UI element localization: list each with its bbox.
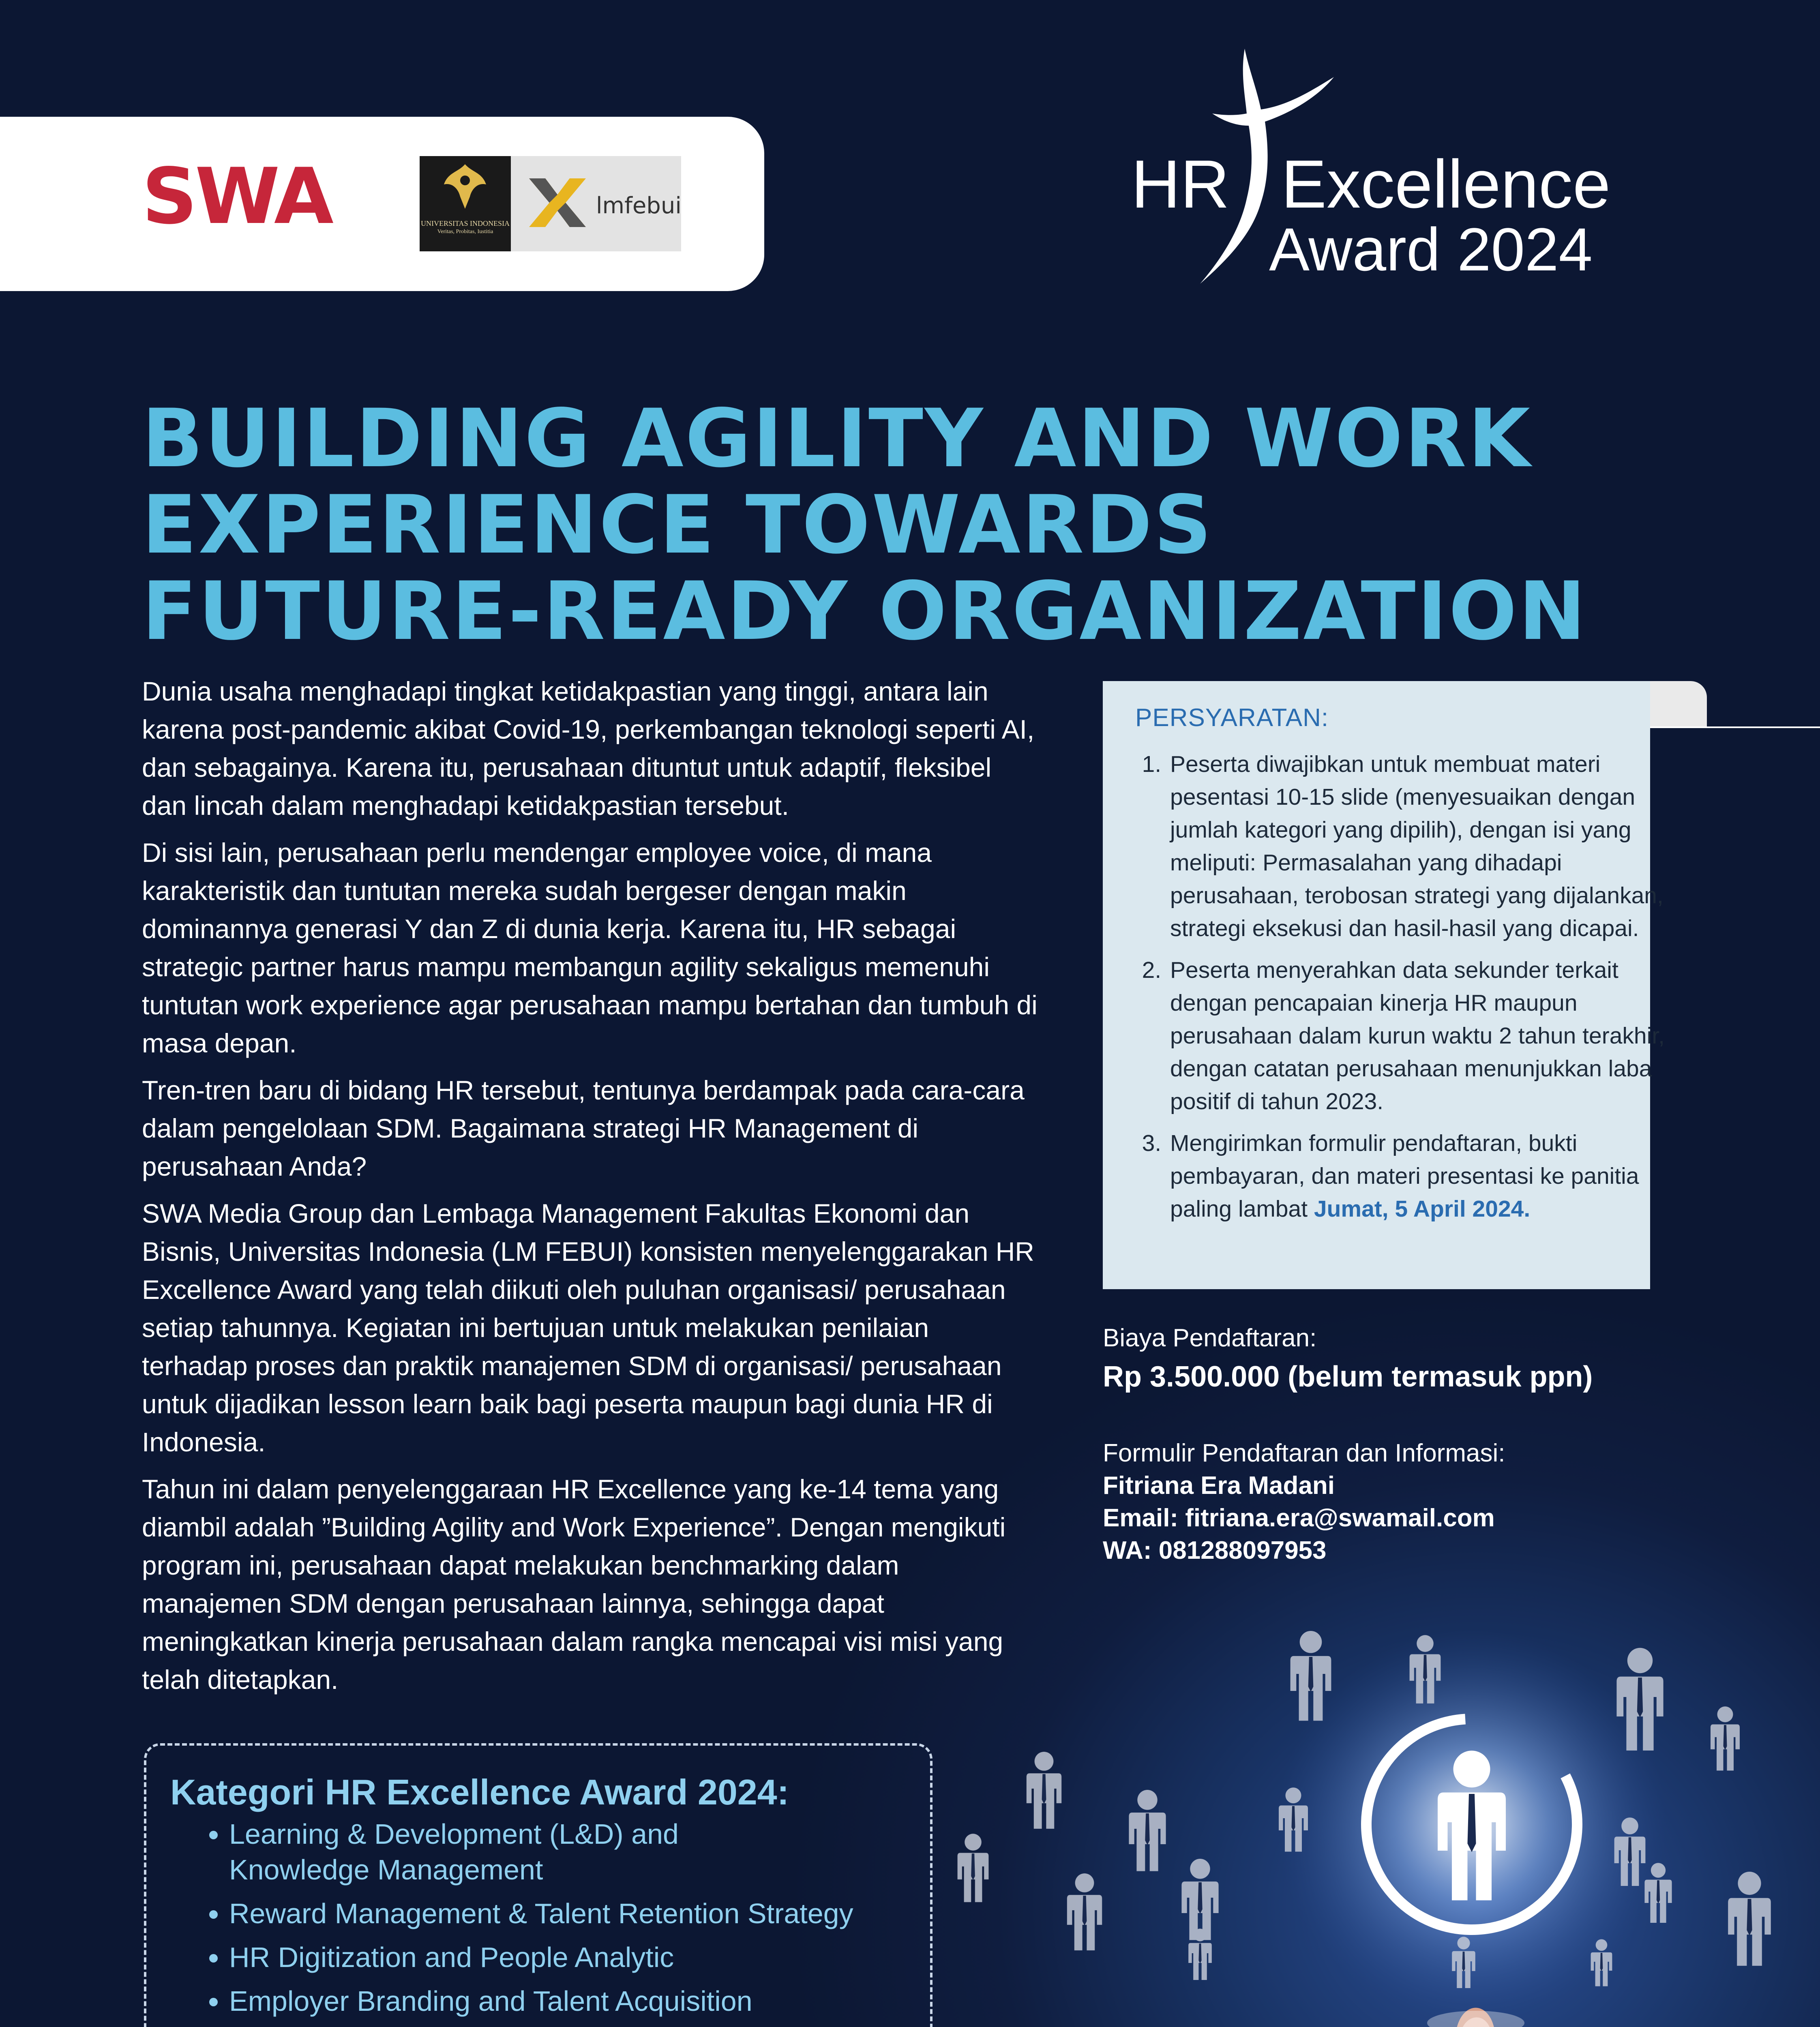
requirement-text: Mengirimkan formulir pendaftaran, bukti pembayaran, dan materi presentasi ke panitia paling lambat xyxy=(1170,1130,1639,1222)
requirements-tab xyxy=(1650,681,1707,726)
ui-logo-motto: Veritas, Probitas, Iustitia xyxy=(437,228,493,235)
requirement-item xyxy=(1168,1127,1670,1226)
award-logo-excellence: Excellence xyxy=(1281,146,1611,222)
divider xyxy=(1650,726,1820,728)
contact-email[interactable]: Email: fitriana.era@swamail.com xyxy=(1103,1504,1495,1532)
requirement-item xyxy=(1168,954,1670,1118)
intro-paragraph: Tahun ini dalam penyelenggaraan HR Excellence yang ke-14 tema yang diambil adalah ”Building Agility and Work Experience”. Dengan mengikuti program ini, perusahaan dapat melakukan benchmarking dalam manajemen SDM dengan perusahaan lainnya, sehingga dapat meningkatkan kinerja perusahaan dalam rangka mencapai visi misi yang telah ditetapkan. xyxy=(142,1474,1006,1695)
ui-logo-name: UNIVERSITAS INDONESIA xyxy=(420,219,510,227)
headline-line: BUILDING AGILITY AND WORK xyxy=(142,392,1532,485)
intro-paragraph: Di sisi lain, perusahaan perlu mendengar employee voice, di mana karakteristik dan tuntutan mereka sudah bergeser dengan makin dominannya generasi Y dan Z di dunia kerja. Karena itu, HR sebagai strategic partner harus mampu membangun agility sekaligus memenuhi tuntutan work experience agar perusahaan mampu bertahan dan tumbuh di masa depan. xyxy=(142,838,1038,1058)
fee-value: Rp 3.500.000 (belum termasuk ppn) xyxy=(1103,1361,1593,1393)
category-item: • Reward Management & Talent Retention Strategy xyxy=(229,1896,959,1931)
headline-line: EXPERIENCE TOWARDS xyxy=(142,478,1213,572)
contact-name: Fitriana Era Madani xyxy=(1103,1472,1335,1500)
category-item: • Employer Branding and Talent Acquisition xyxy=(229,1983,959,2019)
headline xyxy=(142,392,1683,658)
requirement-text: Peserta menyerahkan data sekunder terkait dengan pencapaian kinerja HR maupun perusahaan dalam kurun waktu 2 tahun terakhir, dengan catatan perusahaan menunjukkan laba positif di tahun 2023. xyxy=(1170,957,1665,1114)
award-logo-hr: HR xyxy=(1131,146,1230,222)
universitas-indonesia-logo xyxy=(420,156,511,251)
requirements-list xyxy=(1131,748,1670,1234)
intro-paragraph: SWA Media Group dan Lembaga Management Fakultas Ekonomi dan Bisnis, Universitas Indonesia (LM FEBUI) konsisten menyelenggarakan HR Excellence Award yang telah diikuti oleh puluhan organisasi/ perusahaan setiap tahunnya. Kegiatan ini bertujuan untuk melakukan penilaian terhadap proses dan praktik manajemen SDM di organisasi/ perusahaan untuk dijadikan lesson learn baik bagi peserta maupun bagi dunia HR di Indonesia. xyxy=(142,1198,1034,1457)
contact-label: Formulir Pendaftaran dan Informasi: xyxy=(1103,1439,1505,1467)
categories-list xyxy=(195,1816,959,2027)
category-item: • HR Digitization and People Analytic xyxy=(229,1939,959,1975)
requirement-item xyxy=(1168,748,1670,945)
lmfebui-x-icon xyxy=(521,166,594,239)
contact-info xyxy=(1103,1437,1505,1567)
ui-logo-text xyxy=(420,219,511,235)
deadline-date: Jumat, 5 April 2024. xyxy=(1314,1196,1531,1222)
intro-paragraph: Tren-tren baru di bidang HR tersebut, tentunya berdampak pada cara-cara dalam pengelolaan SDM. Bagaimana strategi HR Management di perusahaan Anda? xyxy=(142,1075,1025,1181)
lmfebui-logo-text: lmfebui xyxy=(596,193,682,219)
intro-text xyxy=(142,672,1038,1708)
intro-paragraph: Dunia usaha menghadapi tingkat ketidakpastian yang tinggi, antara lain karena post-pandemic akibat Covid-19, perkembangan teknologi seperti AI, dan sebagainya. Karena itu, perusahaan dituntut untuk adaptif, fleksibel dan lincah dalam menghadapi ketidakpastian tersebut. xyxy=(142,676,1035,821)
swa-logo: SWA xyxy=(142,152,331,241)
requirements-title: PERSYARATAN: xyxy=(1135,704,1329,732)
fee-label: Biaya Pendaftaran: xyxy=(1103,1324,1317,1352)
people-selection-illustration xyxy=(933,1561,1820,2027)
headline-line: FUTURE-READY ORGANIZATION xyxy=(142,564,1588,658)
ui-emblem-icon xyxy=(420,156,511,217)
category-item: • Learning & Development (L&D) and Knowledge Management xyxy=(229,1816,695,1888)
contact-wa[interactable]: WA: 081288097953 xyxy=(1103,1536,1327,1564)
categories-title: Kategori HR Excellence Award 2024: xyxy=(170,1772,789,1812)
requirement-text: Peserta diwajibkan untuk membuat materi pesentasi 10-15 slide (menyesuaikan dengan jumlah kategori yang dipilih), dengan isi yang meliputi: Permasalahan yang dihadapi perusahaan, terobosan strategi yang dijalankan, strategi eksekusi dan hasil-hasil yang dicapai. xyxy=(1170,751,1664,941)
award-logo-year: Award 2024 xyxy=(1269,215,1593,283)
